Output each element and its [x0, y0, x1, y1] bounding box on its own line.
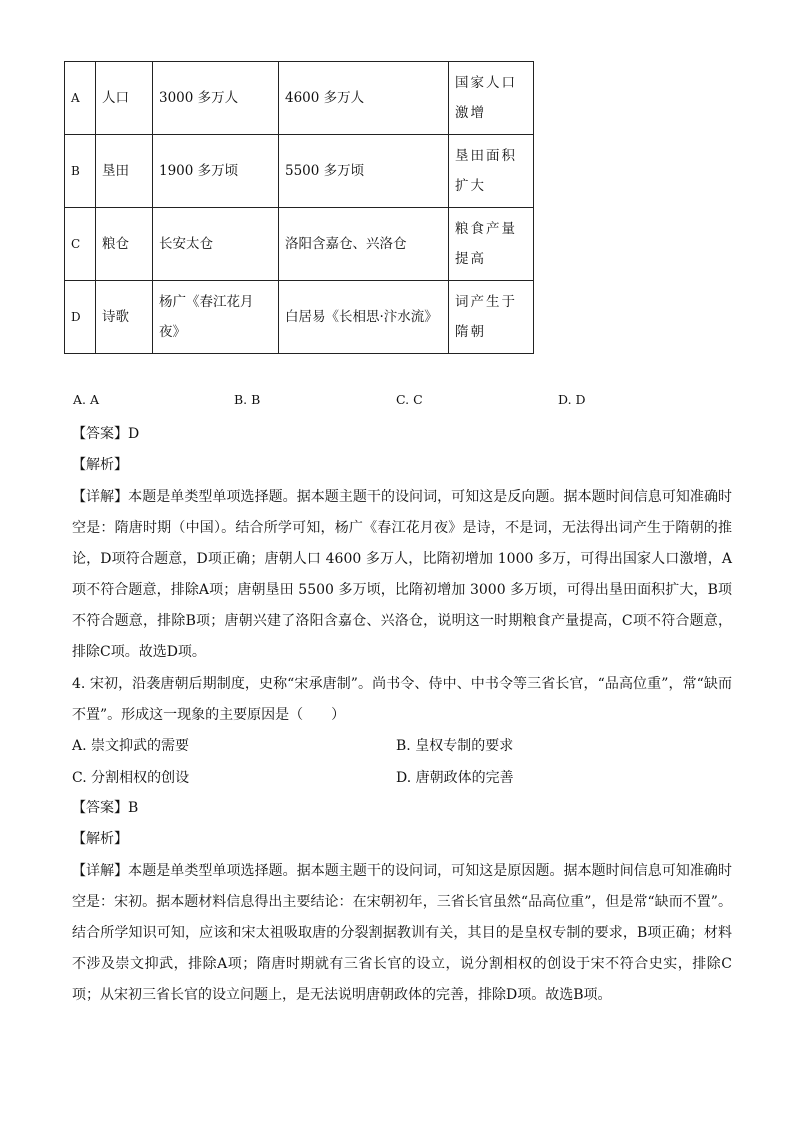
row-conclusion: 国家人口激增: [449, 62, 534, 135]
row-tang-value: 洛阳含嘉仓、兴洛仓: [279, 208, 449, 281]
row-letter: B: [65, 135, 96, 208]
row-item: 粮仓: [96, 208, 153, 281]
q3-option-a: A. A: [73, 392, 100, 407]
q3-option-b: B. B: [234, 392, 261, 407]
row-sui-value: 杨广《春江花月夜》: [153, 281, 279, 354]
row-tang-value: 4600 多万人: [279, 62, 449, 135]
row-conclusion: 垦田面积扩大: [449, 135, 534, 208]
row-sui-value: 长安太仓: [153, 208, 279, 281]
q3-answer: 【答案】D: [72, 426, 140, 442]
comparison-table: [64, 61, 534, 354]
row-item: 诗歌: [96, 281, 153, 354]
q3-option-d: D. D: [558, 392, 586, 407]
q3-analysis-label: 【解析】: [72, 457, 128, 473]
q4-stem: 4. 宋初，沿袭唐朝后期制度，史称“宋承唐制”。尚书令、侍中、中书令等三省长官，“品高位重”，常“缺而不置”。形成这一现象的主要原因是（ ）: [72, 676, 732, 723]
row-tang-value: 5500 多万顷: [279, 135, 449, 208]
q3-detail: 【详解】本题是单类型单项选择题。据本题主题干的设问词，可知这是反向题。据本题时间信息可知准确时空是：隋唐时期（中国）。结合所学可知，杨广《春江花月夜》是诗，不是词，无法得出词产生于隋朝的推论，D项符合题意，D项正确；唐朝人口 4600 多万人，比隋初增加 1000 多万，可得出国家人口激增，A项不符合题意，排除A项；唐朝垦田 5500 多万顷，比隋初增加 3000 多万顷，可得出垦田面积扩大，B项不符合题意，排除B项；唐朝兴建了洛阳含嘉仓、兴洛仓，说明这一时期粮食产量提高，C项不符合题意，排除C项。故选D项。: [72, 489, 732, 660]
row-letter: C: [65, 208, 96, 281]
q4-analysis-label: 【解析】: [72, 831, 128, 847]
row-sui-value: 3000 多万人: [153, 62, 279, 135]
table-row: [65, 135, 534, 208]
row-conclusion: 粮食产量提高: [449, 208, 534, 281]
row-item: 人口: [96, 62, 153, 135]
table-row: [65, 62, 534, 135]
q4-answer: 【答案】B: [72, 800, 139, 816]
q4-option-d: D. 唐朝政体的完善: [396, 770, 514, 786]
row-tang-value: 白居易《长相思·汴水流》: [279, 281, 449, 354]
table-row: [65, 208, 534, 281]
row-conclusion: 词产生于隋朝: [449, 281, 534, 354]
q3-option-c: C. C: [396, 392, 423, 407]
row-sui-value: 1900 多万顷: [153, 135, 279, 208]
q4-option-b: B. 皇权专制的要求: [396, 738, 514, 754]
q3-options: [73, 392, 773, 412]
q4-option-c: C. 分割相权的创设: [72, 770, 190, 786]
q4-detail: 【详解】本题是单类型单项选择题。据本题主题干的设问词，可知这是原因题。据本题时间信息可知准确时空是：宋初。据本题材料信息得出主要结论：在宋朝初年，三省长官虽然“品高位重”，但是常“缺而不置”。结合所学知识可知，应该和宋太祖吸取唐的分裂割据教训有关，其目的是皇权专制的要求，B项正确；材料不涉及崇文抑武，排除A项；隋唐时期就有三省长官的设立，说分割相权的创设于宋不符合史实，排除C项；从宋初三省长官的设立问题上，是无法说明唐朝政体的完善，排除D项。故选B项。: [72, 863, 732, 1003]
row-item: 垦田: [96, 135, 153, 208]
q4-option-a: A. 崇文抑武的需要: [72, 738, 190, 754]
row-letter: A: [65, 62, 96, 135]
table-row: [65, 281, 534, 354]
row-letter: D: [65, 281, 96, 354]
